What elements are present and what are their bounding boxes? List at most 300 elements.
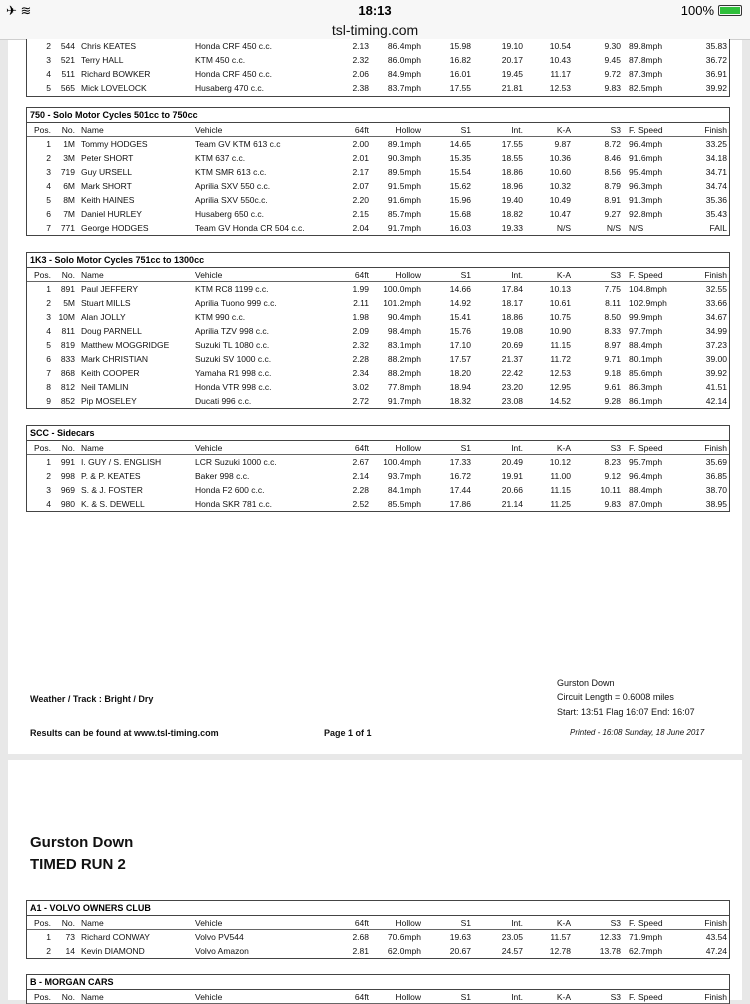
cell-s1: 16.72 — [449, 471, 471, 481]
cell-no: 5M — [63, 298, 75, 308]
cell-finish: 34.71 — [705, 167, 727, 177]
venue-name: Gurston Down — [557, 678, 615, 688]
col-header-fspeed: F. Speed — [629, 443, 663, 453]
cell-no: 852 — [60, 396, 75, 406]
cell-name: Mick LOVELOCK — [81, 83, 147, 93]
cell-pos: 2 — [46, 41, 51, 51]
cell-ft64: 2.14 — [352, 471, 369, 481]
col-header-finish: Finish — [704, 992, 727, 1002]
cell-no: 6M — [63, 181, 75, 191]
cell-pos: 3 — [46, 167, 51, 177]
cell-vehicle: Honda CRF 450 c.c. — [195, 41, 273, 51]
cell-hollow: 84.1mph — [387, 485, 421, 495]
col-header-fspeed: F. Speed — [629, 918, 663, 928]
results-page-2 — [8, 760, 742, 1000]
cell-name: Matthew MOGGRIDGE — [81, 340, 170, 350]
col-header-s3: S3 — [610, 992, 621, 1002]
cell-int: 18.55 — [501, 153, 523, 163]
cell-hollow: 91.5mph — [387, 181, 421, 191]
col-header-finish: Finish — [704, 443, 727, 453]
cell-ka: 10.36 — [549, 153, 571, 163]
cell-pos: 1 — [46, 457, 51, 467]
cell-finish: 39.92 — [705, 368, 727, 378]
cell-pos: 4 — [46, 69, 51, 79]
section-750 — [26, 107, 730, 236]
cell-ka: 11.57 — [550, 932, 571, 942]
col-header-s1: S1 — [460, 443, 471, 453]
event-venue-title: Gurston Down — [30, 834, 134, 851]
cell-ka: 12.53 — [549, 83, 571, 93]
cell-hollow: 86.4mph — [387, 41, 421, 51]
cell-ka: 10.54 — [549, 41, 571, 51]
cell-no: 10M — [58, 312, 75, 322]
section-title: A1 - VOLVO OWNERS CLUB — [27, 901, 729, 916]
col-header-no: No. — [61, 443, 75, 453]
cell-finish: 34.67 — [705, 312, 727, 322]
result-row — [27, 137, 729, 151]
cell-s3: 8.50 — [604, 312, 621, 322]
col-header-ka: K-A — [556, 443, 571, 453]
col-header-ft64: 64ft — [354, 918, 369, 928]
cell-name: Richard CONWAY — [81, 932, 150, 942]
cell-fspeed: 95.4mph — [629, 167, 663, 177]
col-header-fspeed: F. Speed — [629, 125, 663, 135]
cell-pos: 1 — [46, 139, 51, 149]
cell-pos: 2 — [46, 471, 51, 481]
cell-ka: 10.61 — [549, 298, 571, 308]
cell-int: 18.96 — [501, 181, 523, 191]
cell-no: 511 — [61, 69, 75, 79]
cell-s1: 15.98 — [449, 41, 471, 51]
cell-int: 19.45 — [501, 69, 523, 79]
cell-vehicle: Honda CRF 450 c.c. — [195, 69, 273, 79]
cell-fspeed: 80.1mph — [629, 354, 663, 364]
cell-pos: 1 — [46, 284, 51, 294]
cell-finish: 38.95 — [705, 499, 727, 509]
cell-finish: 38.70 — [705, 485, 727, 495]
cell-ka: 10.49 — [549, 195, 571, 205]
cell-ft64: 2.32 — [352, 340, 369, 350]
cell-s3: 9.71 — [604, 354, 621, 364]
cell-s3: 7.75 — [604, 284, 621, 294]
cell-ft64: 2.07 — [352, 181, 369, 191]
cell-s3: N/S — [606, 223, 621, 233]
cell-s3: 9.61 — [604, 382, 621, 392]
col-header-ft64: 64ft — [354, 125, 369, 135]
cell-no: 812 — [60, 382, 75, 392]
cell-int: 23.08 — [501, 396, 523, 406]
cell-ft64: 1.98 — [352, 312, 369, 322]
col-header-s3: S3 — [610, 443, 621, 453]
col-header-ka: K-A — [556, 270, 571, 280]
cell-ft64: 2.38 — [352, 83, 369, 93]
col-header-s3: S3 — [610, 125, 621, 135]
cell-ka: 10.60 — [549, 167, 571, 177]
col-header-name: Name — [81, 125, 104, 135]
cell-fspeed: 62.7mph — [629, 946, 663, 956]
cell-hollow: 85.7mph — [387, 209, 421, 219]
cell-fspeed: 96.4mph — [629, 139, 663, 149]
cell-s1: 16.01 — [449, 69, 471, 79]
col-header-pos: Pos. — [33, 125, 51, 135]
cell-vehicle: Aprilia Tuono 999 c.c. — [195, 298, 277, 308]
cell-hollow: 89.1mph — [387, 139, 421, 149]
cell-ka: 10.12 — [549, 457, 571, 467]
partial-section-top — [26, 39, 730, 97]
cell-s1: 16.82 — [449, 55, 471, 65]
cell-ka: 9.87 — [554, 139, 571, 149]
cell-s1: 15.68 — [449, 209, 471, 219]
cell-finish: 36.91 — [705, 69, 727, 79]
cell-pos: 4 — [46, 499, 51, 509]
cell-s1: 19.63 — [449, 932, 471, 942]
cell-name: Mark SHORT — [81, 181, 132, 191]
cell-ft64: 2.06 — [352, 69, 369, 79]
cell-pos: 3 — [46, 485, 51, 495]
cell-hollow: 91.6mph — [387, 195, 421, 205]
cell-fspeed: 85.6mph — [629, 368, 663, 378]
col-header-s1: S1 — [460, 270, 471, 280]
cell-int: 18.86 — [501, 167, 523, 177]
cell-s1: 18.94 — [449, 382, 471, 392]
result-row — [27, 282, 729, 296]
cell-s1: 17.33 — [449, 457, 471, 467]
cell-finish: 33.66 — [705, 298, 727, 308]
result-row — [27, 165, 729, 179]
cell-vehicle: KTM 637 c.c. — [195, 153, 246, 163]
column-header-row — [27, 123, 729, 137]
cell-hollow: 100.0mph — [383, 284, 421, 294]
cell-hollow: 77.8mph — [387, 382, 421, 392]
cell-name: P. & P. KEATES — [81, 471, 141, 481]
cell-vehicle: Ducati 996 c.c. — [195, 396, 252, 406]
cell-fspeed: 91.6mph — [629, 153, 663, 163]
cell-fspeed: 92.8mph — [629, 209, 663, 219]
cell-ka: 10.47 — [549, 209, 571, 219]
cell-int: 23.20 — [501, 382, 523, 392]
cell-s1: 16.03 — [449, 223, 471, 233]
cell-ka: 11.72 — [550, 354, 571, 364]
cell-hollow: 91.7mph — [387, 396, 421, 406]
cell-fspeed: 95.7mph — [629, 457, 663, 467]
cell-int: 19.33 — [501, 223, 523, 233]
cell-s3: 12.33 — [599, 932, 621, 942]
cell-int: 19.10 — [501, 41, 523, 51]
cell-fspeed: 91.3mph — [629, 195, 663, 205]
col-header-fspeed: F. Speed — [629, 992, 663, 1002]
cell-ka: 10.13 — [549, 284, 571, 294]
cell-s1: 17.10 — [449, 340, 471, 350]
cell-ft64: 2.04 — [352, 223, 369, 233]
cell-fspeed: 99.9mph — [629, 312, 663, 322]
col-header-pos: Pos. — [33, 992, 51, 1002]
run-title: TIMED RUN 2 — [30, 856, 126, 873]
cell-no: 73 — [65, 932, 75, 942]
cell-s3: 8.23 — [604, 457, 621, 467]
cell-pos: 4 — [46, 326, 51, 336]
cell-hollow: 84.9mph — [387, 69, 421, 79]
cell-vehicle: Volvo PV544 — [195, 932, 244, 942]
cell-name: George HODGES — [81, 223, 149, 233]
cell-pos: 4 — [46, 181, 51, 191]
col-header-vehicle: Vehicle — [195, 992, 223, 1002]
col-header-finish: Finish — [704, 918, 727, 928]
cell-no: 8M — [63, 195, 75, 205]
col-header-hollow: Hollow — [395, 443, 421, 453]
col-header-ka: K-A — [556, 125, 571, 135]
cell-name: Peter SHORT — [81, 153, 134, 163]
cell-pos: 2 — [46, 946, 51, 956]
printed-timestamp: Printed - 16:08 Sunday, 18 June 2017 — [570, 728, 705, 737]
cell-fspeed: 89.8mph — [629, 41, 663, 51]
cell-ka: N/S — [556, 223, 571, 233]
cell-ka: 11.17 — [550, 69, 571, 79]
cell-fspeed: 96.3mph — [629, 181, 663, 191]
cell-finish: 34.18 — [705, 153, 727, 163]
cell-ka: 12.53 — [549, 368, 571, 378]
cell-pos: 9 — [46, 396, 51, 406]
col-header-name: Name — [81, 270, 104, 280]
cell-pos: 3 — [46, 312, 51, 322]
cell-name: Mark CHRISTIAN — [81, 354, 149, 364]
cell-hollow: 62.0mph — [387, 946, 421, 956]
col-header-hollow: Hollow — [395, 992, 421, 1002]
cell-finish: 33.25 — [705, 139, 727, 149]
cell-vehicle: KTM SMR 613 c.c. — [195, 167, 267, 177]
cell-hollow: 83.7mph — [387, 83, 421, 93]
cell-s3: 9.45 — [604, 55, 621, 65]
cell-vehicle: Baker 998 c.c. — [195, 471, 250, 481]
cell-finish: 35.43 — [705, 209, 727, 219]
cell-fspeed: 102.9mph — [629, 298, 667, 308]
cell-ft64: 1.99 — [352, 284, 369, 294]
cell-pos: 6 — [46, 354, 51, 364]
cell-name: Richard BOWKER — [81, 69, 151, 79]
col-header-vehicle: Vehicle — [195, 125, 223, 135]
cell-vehicle: Volvo Amazon — [195, 946, 249, 956]
section-sidecars — [26, 425, 730, 512]
cell-hollow: 90.3mph — [387, 153, 421, 163]
cell-s3: 10.11 — [600, 485, 621, 495]
cell-s1: 15.54 — [449, 167, 471, 177]
clock: 18:13 — [358, 3, 392, 18]
battery-percent: 100% — [680, 3, 714, 18]
cell-s1: 14.66 — [449, 284, 471, 294]
col-header-hollow: Hollow — [395, 125, 421, 135]
results-page-1 — [8, 40, 742, 754]
col-header-hollow: Hollow — [395, 918, 421, 928]
cell-s1: 14.92 — [449, 298, 471, 308]
cell-finish: 32.55 — [705, 284, 727, 294]
cell-no: 565 — [60, 83, 75, 93]
cell-ft64: 2.28 — [352, 354, 369, 364]
cell-s3: 8.56 — [604, 167, 621, 177]
result-row — [27, 469, 729, 483]
result-row — [27, 497, 729, 511]
result-row — [27, 67, 729, 81]
cell-int: 21.81 — [501, 83, 523, 93]
cell-s1: 14.65 — [449, 139, 471, 149]
session-times: Start: 13:51 Flag 16:07 End: 16:07 — [557, 707, 695, 717]
cell-name: Alan JOLLY — [81, 312, 126, 322]
cell-int: 20.69 — [501, 340, 523, 350]
col-header-s1: S1 — [460, 918, 471, 928]
col-header-s3: S3 — [610, 918, 621, 928]
section-title: SCC - Sidecars — [27, 426, 729, 441]
cell-s3: 9.28 — [604, 396, 621, 406]
cell-int: 18.17 — [501, 298, 523, 308]
col-header-int: Int. — [511, 270, 523, 280]
col-header-s1: S1 — [460, 992, 471, 1002]
weather-text: Weather / Track : Bright / Dry — [30, 694, 154, 704]
cell-ft64: 2.28 — [352, 485, 369, 495]
cell-ka: 11.00 — [550, 471, 571, 481]
cell-s1: 18.20 — [449, 368, 471, 378]
cell-int: 19.08 — [501, 326, 523, 336]
cell-finish: 34.74 — [705, 181, 727, 191]
cell-ft64: 2.13 — [352, 41, 369, 51]
cell-name: Tommy HODGES — [81, 139, 148, 149]
cell-name: Daniel HURLEY — [81, 209, 142, 219]
result-row — [27, 39, 729, 53]
cell-s3: 8.11 — [605, 298, 621, 308]
cell-ft64: 2.11 — [353, 298, 369, 308]
col-header-finish: Finish — [704, 270, 727, 280]
result-row — [27, 207, 729, 221]
cell-int: 19.91 — [501, 471, 523, 481]
cell-s1: 17.55 — [449, 83, 471, 93]
col-header-name: Name — [81, 443, 104, 453]
result-row — [27, 930, 729, 944]
cell-name: Doug PARNELL — [81, 326, 142, 336]
cell-finish: 34.99 — [705, 326, 727, 336]
result-row — [27, 221, 729, 235]
col-header-s1: S1 — [460, 125, 471, 135]
battery-indicator — [681, 3, 742, 18]
cell-ft64: 3.02 — [352, 382, 369, 392]
cell-ft64: 2.72 — [352, 396, 369, 406]
cell-ft64: 2.17 — [352, 167, 369, 177]
result-row — [27, 296, 729, 310]
cell-no: 14 — [65, 946, 75, 956]
cell-name: I. GUY / S. ENGLISH — [81, 457, 162, 467]
cell-s3: 8.91 — [604, 195, 621, 205]
cell-s1: 15.96 — [449, 195, 471, 205]
cell-ft64: 2.68 — [352, 932, 369, 942]
cell-pos: 6 — [46, 209, 51, 219]
cell-pos: 1 — [46, 932, 51, 942]
cell-vehicle: Husaberg 650 c.c. — [195, 209, 264, 219]
cell-int: 17.55 — [501, 139, 523, 149]
result-row — [27, 394, 729, 408]
cell-ft64: 2.15 — [352, 209, 369, 219]
col-header-ka: K-A — [556, 918, 571, 928]
cell-int: 20.49 — [501, 457, 523, 467]
cell-fspeed: 104.8mph — [629, 284, 667, 294]
cell-finish: 39.00 — [705, 354, 727, 364]
cell-ka: 12.78 — [549, 946, 571, 956]
circuit-length: Circuit Length = 0.6008 miles — [557, 692, 674, 702]
col-header-no: No. — [61, 918, 75, 928]
cell-ft64: 2.52 — [352, 499, 369, 509]
cell-ft64: 2.81 — [352, 946, 369, 956]
cell-vehicle: Honda VTR 998 c.c. — [195, 382, 272, 392]
cell-s1: 17.57 — [449, 354, 471, 364]
col-header-ft64: 64ft — [354, 443, 369, 453]
col-header-name: Name — [81, 918, 104, 928]
cell-finish: 41.51 — [705, 382, 727, 392]
result-row — [27, 944, 729, 958]
cell-hollow: 85.5mph — [387, 499, 421, 509]
result-row — [27, 380, 729, 394]
cell-name: Terry HALL — [81, 55, 124, 65]
cell-pos: 8 — [46, 382, 51, 392]
cell-hollow: 90.4mph — [387, 312, 421, 322]
cell-no: 7M — [63, 209, 75, 219]
column-header-row — [27, 441, 729, 455]
col-header-pos: Pos. — [33, 270, 51, 280]
cell-ka: 10.75 — [549, 312, 571, 322]
col-header-s3: S3 — [610, 270, 621, 280]
cell-hollow: 101.2mph — [383, 298, 421, 308]
result-row — [27, 366, 729, 380]
cell-s1: 20.67 — [449, 946, 471, 956]
cell-finish: 35.69 — [705, 457, 727, 467]
cell-hollow: 83.1mph — [387, 340, 421, 350]
cell-ka: 12.95 — [549, 382, 571, 392]
battery-icon — [718, 5, 742, 16]
cell-s3: 8.97 — [604, 340, 621, 350]
cell-int: 23.05 — [501, 932, 523, 942]
cell-s3: 8.79 — [604, 181, 621, 191]
section-title: 1K3 - Solo Motor Cycles 751cc to 1300cc — [27, 253, 729, 268]
col-header-ft64: 64ft — [354, 992, 369, 1002]
cell-fspeed: 88.4mph — [629, 340, 663, 350]
cell-int: 20.17 — [501, 55, 523, 65]
address-bar[interactable]: tsl-timing.com — [0, 22, 750, 40]
cell-name: K. & S. DEWELL — [81, 499, 145, 509]
cell-s3: 9.83 — [604, 499, 621, 509]
col-header-ka: K-A — [556, 992, 571, 1002]
result-row — [27, 310, 729, 324]
cell-name: Paul JEFFERY — [81, 284, 139, 294]
cell-s1: 15.41 — [449, 312, 471, 322]
cell-finish: FAIL — [709, 223, 727, 233]
cell-pos: 2 — [46, 153, 51, 163]
cell-int: 17.84 — [501, 284, 523, 294]
cell-name: Keith COOPER — [81, 368, 140, 378]
cell-no: 998 — [60, 471, 75, 481]
result-row — [27, 352, 729, 366]
cell-fspeed: N/S — [629, 223, 644, 233]
section-title: 750 - Solo Motor Cycles 501cc to 750cc — [27, 108, 729, 123]
cell-ka: 10.32 — [549, 181, 571, 191]
col-header-int: Int. — [511, 992, 523, 1002]
cell-s1: 17.44 — [449, 485, 471, 495]
col-header-vehicle: Vehicle — [195, 918, 223, 928]
cell-vehicle: Aprilia SXV 550 c.c. — [195, 181, 271, 191]
cell-s1: 15.35 — [449, 153, 471, 163]
cell-finish: 42.14 — [705, 396, 727, 406]
cell-int: 22.42 — [501, 368, 523, 378]
cell-finish: 36.85 — [705, 471, 727, 481]
cell-hollow: 93.7mph — [387, 471, 421, 481]
cell-vehicle: Team GV Honda CR 504 c.c. — [195, 223, 305, 233]
cell-int: 18.82 — [501, 209, 523, 219]
cell-fspeed: 86.3mph — [629, 382, 663, 392]
cell-fspeed: 71.9mph — [629, 932, 663, 942]
airplane-wifi-icon: ✈ ≋ — [6, 3, 32, 18]
